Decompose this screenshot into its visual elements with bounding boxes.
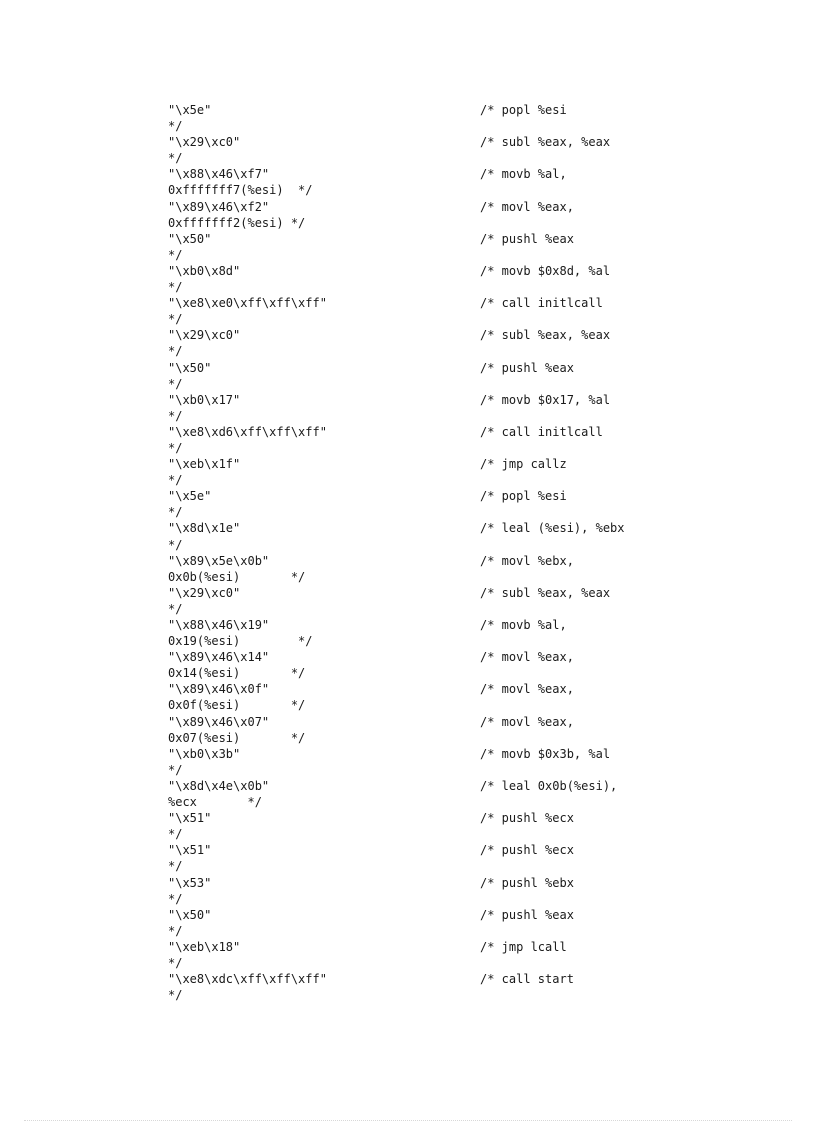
code-line xyxy=(168,360,668,392)
footer-dotted-rule xyxy=(24,1120,792,1121)
asm-comment: /* subl %eax, %eax xyxy=(480,135,611,150)
code-line xyxy=(168,488,668,520)
code-line xyxy=(168,778,668,810)
code-line xyxy=(168,553,668,585)
code-line xyxy=(168,424,668,456)
shellcode-listing xyxy=(168,102,668,1003)
asm-comment: /* popl %esi xyxy=(480,103,567,117)
asm-comment: /* pushl %ebx xyxy=(480,875,574,890)
comment-continuation: */ xyxy=(168,859,183,874)
code-line xyxy=(168,617,668,649)
code-line xyxy=(168,166,668,198)
code-line xyxy=(168,520,668,552)
opcode-bytes: "\xeb\x1f" xyxy=(168,457,241,472)
comment-continuation: */ xyxy=(168,988,183,1003)
code-line xyxy=(168,810,668,842)
asm-comment: /* call initlcall xyxy=(480,296,603,311)
comment-continuation: */ xyxy=(168,376,183,391)
opcode-bytes: "\x50" xyxy=(168,360,212,375)
opcode-bytes: "\xe8\xd6\xff\xff\xff" xyxy=(168,424,327,439)
asm-comment: /* movb %al, xyxy=(480,167,567,182)
comment-continuation: */ xyxy=(168,891,183,906)
asm-comment: /* pushl %ecx xyxy=(480,811,574,826)
code-line xyxy=(168,746,668,778)
code-line xyxy=(168,585,668,617)
code-line xyxy=(168,392,668,424)
comment-continuation: */ xyxy=(168,537,183,552)
asm-comment: /* movb $0x17, %al xyxy=(480,392,611,407)
comment-continuation: 0xfffffff2(%esi) */ xyxy=(168,215,306,230)
opcode-bytes: "\x89\x46\x07" xyxy=(168,714,270,729)
comment-continuation: */ xyxy=(168,344,183,359)
code-line xyxy=(168,199,668,231)
code-line xyxy=(168,842,668,874)
asm-comment: /* movb $0x8d, %al xyxy=(480,263,611,278)
asm-comment: /* popl %esi xyxy=(480,489,567,504)
code-line xyxy=(168,327,668,359)
comment-continuation: */ xyxy=(168,473,183,488)
opcode-bytes: "\xe8\xdc\xff\xff\xff" xyxy=(168,972,327,987)
opcode-bytes: "\x29\xc0" xyxy=(168,135,241,150)
code-line xyxy=(168,295,668,327)
asm-comment: /* jmp lcall xyxy=(480,939,567,954)
asm-comment: /* leal 0x0b(%esi), xyxy=(480,778,618,793)
comment-continuation: %ecx */ xyxy=(168,795,262,810)
asm-comment: /* movl %ebx, xyxy=(480,553,574,568)
asm-comment: /* movl %eax, xyxy=(480,682,574,697)
comment-continuation: 0x07(%esi) */ xyxy=(168,730,306,745)
opcode-bytes: "\xb0\x17" xyxy=(168,392,241,407)
comment-continuation: */ xyxy=(168,312,183,327)
opcode-bytes: "\x88\x46\x19" xyxy=(168,618,270,632)
opcode-bytes: "\x5e" xyxy=(168,103,212,117)
comment-continuation: 0x0b(%esi) */ xyxy=(168,569,306,584)
asm-comment: /* pushl %eax xyxy=(480,907,574,922)
asm-comment: /* movl %eax, xyxy=(480,714,574,729)
asm-comment: /* pushl %ecx xyxy=(480,843,574,858)
comment-continuation: */ xyxy=(168,119,183,134)
asm-comment: /* movb %al, xyxy=(480,618,567,632)
opcode-bytes: "\x51" xyxy=(168,843,212,858)
code-line xyxy=(168,102,668,134)
comment-continuation: */ xyxy=(168,408,183,423)
opcode-bytes: "\x88\x46\xf7" xyxy=(168,167,270,182)
opcode-bytes: "\xb0\x8d" xyxy=(168,263,241,278)
code-line xyxy=(168,231,668,263)
comment-continuation: */ xyxy=(168,440,183,455)
opcode-bytes: "\x5e" xyxy=(168,489,212,504)
code-line xyxy=(168,681,668,713)
code-line xyxy=(168,939,668,971)
comment-continuation: */ xyxy=(168,762,183,777)
code-line xyxy=(168,907,668,939)
code-line xyxy=(168,875,668,907)
opcode-bytes: "\x50" xyxy=(168,907,212,922)
asm-comment: /* leal (%esi), %ebx xyxy=(480,521,625,536)
opcode-bytes: "\x89\x46\x14" xyxy=(168,650,270,665)
code-line xyxy=(168,649,668,681)
code-line xyxy=(168,456,668,488)
comment-continuation: */ xyxy=(168,280,183,295)
comment-continuation: */ xyxy=(168,505,183,520)
opcode-bytes: "\x89\x5e\x0b" xyxy=(168,553,270,568)
asm-comment: /* call start xyxy=(480,972,574,987)
opcode-bytes: "\xb0\x3b" xyxy=(168,746,241,761)
opcode-bytes: "\x89\x46\x0f" xyxy=(168,682,270,697)
comment-continuation: */ xyxy=(168,247,183,262)
asm-comment: /* subl %eax, %eax xyxy=(480,585,611,600)
code-line xyxy=(168,263,668,295)
opcode-bytes: "\x51" xyxy=(168,811,212,826)
comment-continuation: */ xyxy=(168,151,183,166)
asm-comment: /* subl %eax, %eax xyxy=(480,328,611,343)
comment-continuation: */ xyxy=(168,923,183,938)
asm-comment: /* call initlcall xyxy=(480,424,603,439)
asm-comment: /* movl %eax, xyxy=(480,199,574,214)
code-line xyxy=(168,971,668,1003)
opcode-bytes: "\x8d\x1e" xyxy=(168,521,241,536)
opcode-bytes: "\x29\xc0" xyxy=(168,585,241,600)
asm-comment: /* movb $0x3b, %al xyxy=(480,746,611,761)
asm-comment: /* pushl %eax xyxy=(480,360,574,375)
comment-continuation: 0xfffffff7(%esi) */ xyxy=(168,183,313,198)
opcode-bytes: "\xe8\xe0\xff\xff\xff" xyxy=(168,296,327,311)
opcode-bytes: "\x8d\x4e\x0b" xyxy=(168,778,270,793)
comment-continuation: 0x19(%esi) */ xyxy=(168,634,313,649)
code-line xyxy=(168,714,668,746)
opcode-bytes: "\x29\xc0" xyxy=(168,328,241,343)
asm-comment: /* jmp callz xyxy=(480,457,567,472)
opcode-bytes: "\x50" xyxy=(168,231,212,246)
asm-comment: /* movl %eax, xyxy=(480,650,574,665)
opcode-bytes: "\x53" xyxy=(168,875,212,890)
opcode-bytes: "\xeb\x18" xyxy=(168,939,241,954)
comment-continuation: */ xyxy=(168,601,183,616)
comment-continuation: 0x14(%esi) */ xyxy=(168,666,306,681)
comment-continuation: */ xyxy=(168,955,183,970)
code-line xyxy=(168,134,668,166)
comment-continuation: */ xyxy=(168,827,183,842)
opcode-bytes: "\x89\x46\xf2" xyxy=(168,199,270,214)
comment-continuation: 0x0f(%esi) */ xyxy=(168,698,306,713)
asm-comment: /* pushl %eax xyxy=(480,231,574,246)
